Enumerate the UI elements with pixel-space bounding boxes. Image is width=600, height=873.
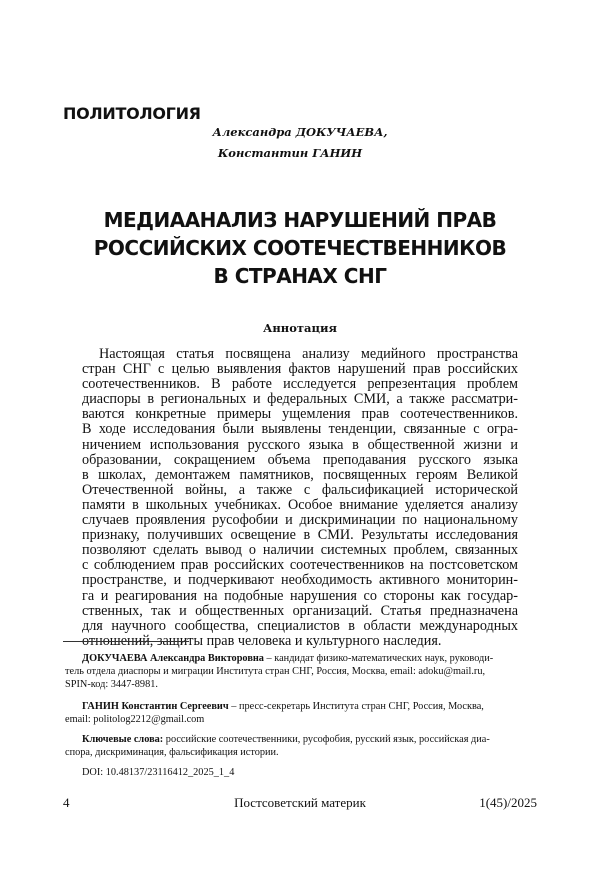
abstract-line: пространстве, и подчеркивают необходимость активного мониторин- <box>82 573 518 588</box>
abstract-line: соотечественников. В работе исследуется репрезентация проблем <box>82 377 518 392</box>
abstract-line: диаспоры в региональных и федеральных СМИ, а также рассматри- <box>82 392 518 407</box>
doi-text: DOI: 10.48137/23116412_2025_1_4 <box>65 766 537 779</box>
section-heading: ПОЛИТОЛОГИЯ <box>63 104 201 123</box>
author-note-text: – кандидат физико-математических наук, руководи- <box>264 653 493 664</box>
author-note-name: ГАНИН Константин Сергеевич <box>82 701 229 712</box>
abstract-line: ваются конкретные примеры ущемления прав соотечественников. <box>82 407 518 422</box>
keywords <box>65 733 537 759</box>
author-note-name: ДОКУЧАЕВА Александра Викторовна <box>82 653 264 664</box>
author-note-text: тель отдела диаспоры и миграции Института стран СНГ, Россия, Москва, email: adoku@mail.ru, <box>65 665 537 678</box>
author-1: Александра ДОКУЧАЕВА, <box>0 125 600 139</box>
abstract-line: ничением использования русского языка в общественной жизни и <box>82 438 518 453</box>
title-line: В СТРАНАХ СНГ <box>40 262 560 290</box>
article-title <box>40 206 560 290</box>
doi <box>65 766 537 779</box>
author-note-text: email: politolog2212@gmail.com <box>65 713 537 726</box>
abstract-line: Настоящая статья посвящена анализу медийного пространства <box>82 347 518 362</box>
abstract-line: ственных, так и общественных организаций. Статья предназначена <box>82 604 518 619</box>
abstract-line: Отечественной войны, а также с фальсификацией исторической <box>82 483 518 498</box>
abstract-line: памяти в школьных учебниках. Особое внимание уделяется анализу <box>82 498 518 513</box>
issue-number: 1(45)/2025 <box>479 795 537 811</box>
keywords-text: спора, дискриминация, фальсификация истории. <box>65 746 537 759</box>
title-line: МЕДИААНАЛИЗ НАРУШЕНИЙ ПРАВ <box>40 206 560 234</box>
abstract-line: случаев проявления русофобии и дискриминации по национальному <box>82 513 518 528</box>
author-note-text: – пресс-секретарь Института стран СНГ, Россия, Москва, <box>229 701 484 712</box>
abstract-line: с соблюдением прав российских соотечественников на постсоветском <box>82 558 518 573</box>
author-note-2 <box>65 700 537 726</box>
abstract-line: в школах, демонтажем памятников, посвященных героям Великой <box>82 468 518 483</box>
author-note-text: SPIN-код: 3447-8981. <box>65 678 537 691</box>
abstract-line: образовании, сокращением объема преподавания русского языка <box>82 453 518 468</box>
keywords-label: Ключевые слова: <box>82 734 163 745</box>
footnote-divider <box>63 641 189 642</box>
abstract-line: признаку, получивших освещение в СМИ. Результаты исследования <box>82 528 518 543</box>
author-2: Константин ГАНИН <box>0 146 590 160</box>
abstract-body <box>82 347 518 649</box>
journal-name: Постсоветский материк <box>0 795 600 811</box>
keywords-text: российские соотечественники, русофобия, русский язык, российская диа- <box>163 734 490 745</box>
abstract-line: В ходе исследования были выявлены тенденции, связанные с огра- <box>82 422 518 437</box>
author-note-1 <box>65 652 537 691</box>
abstract-line: позволяют сделать вывод о наличии системных проблем, связанных <box>82 543 518 558</box>
abstract-heading: Аннотация <box>0 321 600 335</box>
abstract-line: отношений, защиты прав человека и культурного наследия. <box>82 634 518 649</box>
abstract-line: для научного сообщества, специалистов в области международных <box>82 619 518 634</box>
page-number: 4 <box>63 795 70 811</box>
abstract-line: стран СНГ с целью выявления фактов нарушений прав российских <box>82 362 518 377</box>
title-line: РОССИЙСКИХ СООТЕЧЕСТВЕННИКОВ <box>40 234 560 262</box>
abstract-line: га и реагирования на подобные нарушения со стороны как государ- <box>82 589 518 604</box>
